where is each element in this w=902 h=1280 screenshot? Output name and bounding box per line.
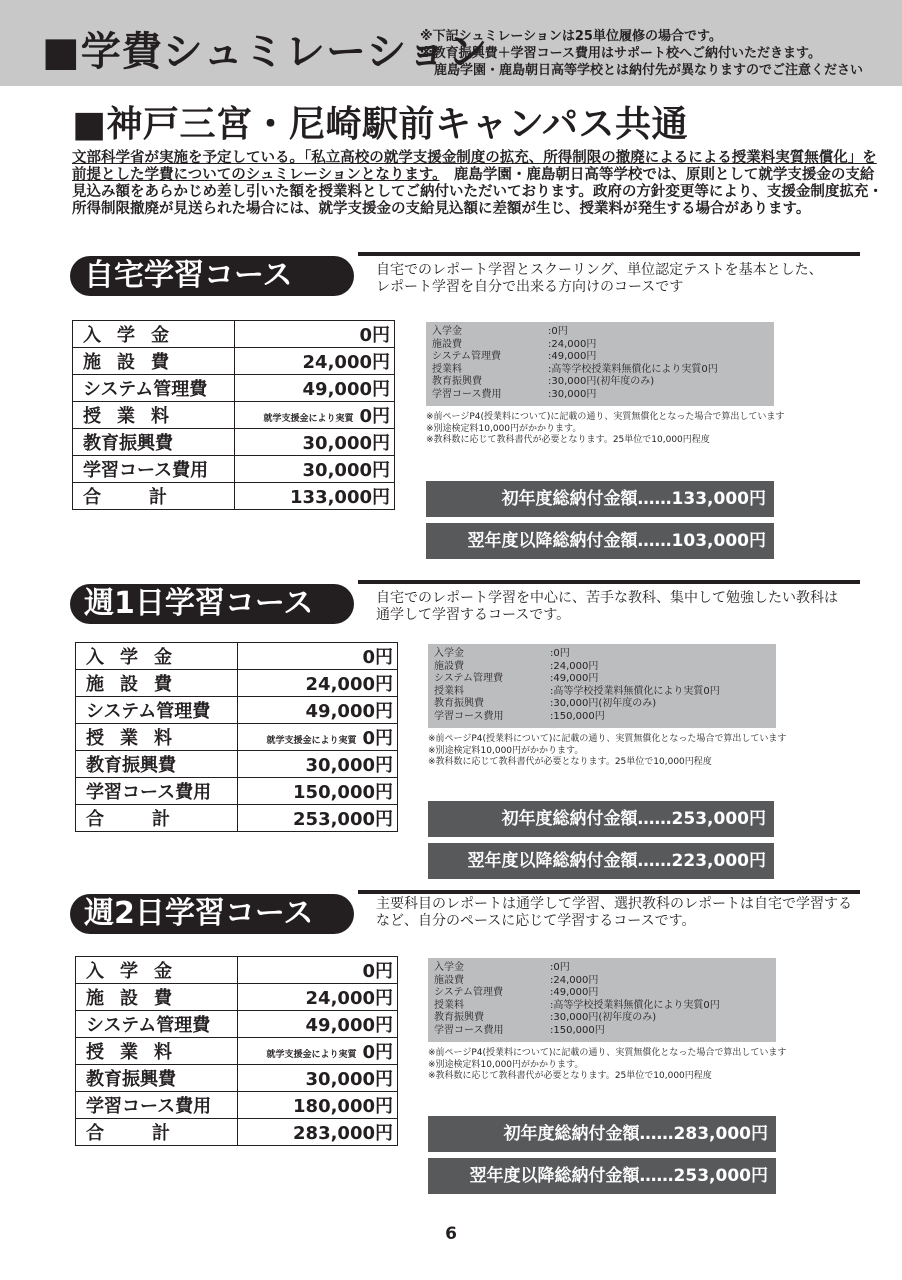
breakdown-value: :30,000円(初年度のみ) bbox=[550, 1012, 657, 1024]
breakdown-key: 入学金 bbox=[432, 326, 462, 337]
breakdown-key: 教育振興費 bbox=[434, 698, 484, 710]
breakdown-row bbox=[434, 711, 770, 724]
course-description bbox=[376, 262, 823, 296]
table-row bbox=[73, 402, 395, 429]
breakdown-value: :30,000円(初年度のみ) bbox=[548, 376, 655, 388]
breakdown-value: :49,000円 bbox=[550, 987, 599, 999]
breakdown-row bbox=[432, 339, 768, 352]
fee-notes bbox=[428, 734, 786, 769]
fee-note-line: ※別途検定料10,000円がかかります。 bbox=[426, 423, 582, 434]
fee-value: 0円 bbox=[362, 1042, 393, 1063]
breakdown-value: :150,000円 bbox=[550, 1024, 605, 1036]
breakdown-key: 授業料 bbox=[432, 363, 462, 375]
table-row bbox=[73, 375, 395, 402]
table-row bbox=[76, 1011, 398, 1038]
table-row bbox=[73, 429, 395, 456]
following-years-total: 翌年度以降総納付金額……103,000円 bbox=[426, 523, 774, 559]
breakdown-value: :0円 bbox=[548, 326, 568, 337]
fee-breakdown bbox=[428, 644, 776, 728]
fee-note-line: ※教科数に応じて教科書代が必要となります。25単位で10,000円程度 bbox=[428, 1071, 712, 1081]
breakdown-row bbox=[432, 351, 768, 364]
fee-value: 0円 bbox=[235, 321, 395, 348]
first-year-total: 初年度総納付金額……253,000円 bbox=[428, 801, 774, 837]
fee-label: 施設費 bbox=[76, 670, 238, 697]
table-row bbox=[76, 724, 398, 751]
fee-note-line: ※教科数に応じて教科書代が必要となります。25単位で10,000円程度 bbox=[428, 757, 712, 767]
fee-label: 授業料 bbox=[73, 402, 235, 429]
breakdown-row bbox=[432, 364, 768, 377]
fee-label: 合計 bbox=[76, 1119, 238, 1146]
campus-title: ■神戸三宮・尼崎駅前キャンパス共通 bbox=[72, 104, 688, 145]
following-years-total: 翌年度以降総納付金額……223,000円 bbox=[428, 843, 774, 879]
fee-note: 就学支援金により実質 bbox=[266, 735, 357, 746]
breakdown-key: システム管理費 bbox=[432, 351, 501, 363]
breakdown-key: 入学金 bbox=[434, 962, 464, 973]
breakdown-row bbox=[434, 673, 770, 686]
breakdown-row bbox=[434, 1012, 770, 1025]
fee-value: 49,000円 bbox=[238, 1011, 398, 1038]
course-title: 週2日学習コース bbox=[70, 894, 354, 934]
table-row bbox=[76, 984, 398, 1011]
fee-value: 24,000円 bbox=[238, 984, 398, 1011]
table-row bbox=[73, 456, 395, 483]
breakdown-key: 施設費 bbox=[434, 660, 464, 672]
fee-value: 133,000円 bbox=[235, 483, 395, 510]
fee-value: 283,000円 bbox=[238, 1119, 398, 1146]
table-row bbox=[73, 348, 395, 375]
table-row bbox=[76, 1038, 398, 1065]
fee-table bbox=[75, 956, 398, 1146]
fee-note-line: ※別途検定料10,000円がかかります。 bbox=[428, 1059, 584, 1070]
header-note: ※下記シュミレーションは25単位履修の場合です。 bbox=[420, 29, 722, 44]
course-description bbox=[376, 590, 838, 624]
fee-value: 24,000円 bbox=[238, 670, 398, 697]
breakdown-key: システム管理費 bbox=[434, 673, 503, 685]
section-rule bbox=[358, 252, 860, 256]
breakdown-key: 施設費 bbox=[432, 338, 462, 350]
table-row bbox=[76, 697, 398, 724]
breakdown-row bbox=[434, 661, 770, 674]
fee-label: 授業料 bbox=[76, 724, 238, 751]
fee-value: 49,000円 bbox=[235, 375, 395, 402]
breakdown-value: :49,000円 bbox=[548, 351, 597, 363]
table-row bbox=[76, 1065, 398, 1092]
fee-label: 入学金 bbox=[73, 321, 235, 348]
fee-breakdown bbox=[428, 958, 776, 1042]
fee-label: システム管理費 bbox=[76, 1011, 238, 1038]
breakdown-row bbox=[434, 1000, 770, 1013]
fee-label: 教育振興費 bbox=[76, 751, 238, 778]
section-rule bbox=[358, 890, 860, 894]
fee-note-line: ※教科数に応じて教科書代が必要となります。25単位で10,000円程度 bbox=[426, 435, 710, 445]
fee-label: 合計 bbox=[76, 805, 238, 832]
breakdown-key: システム管理費 bbox=[434, 987, 503, 999]
fee-label: 入学金 bbox=[76, 643, 238, 670]
section-rule bbox=[358, 580, 860, 584]
table-row bbox=[76, 957, 398, 984]
fee-value: 0円 bbox=[238, 643, 398, 670]
intro-paragraph bbox=[72, 150, 884, 218]
breakdown-key: 入学金 bbox=[434, 648, 464, 659]
following-years-total: 翌年度以降総納付金額……253,000円 bbox=[428, 1158, 776, 1194]
breakdown-key: 学習コース費用 bbox=[434, 1024, 504, 1036]
fee-value: 0円 bbox=[238, 957, 398, 984]
fee-label: 学習コース費用 bbox=[73, 456, 235, 483]
fee-value: 49,000円 bbox=[238, 697, 398, 724]
first-year-total: 初年度総納付金額……283,000円 bbox=[428, 1116, 776, 1152]
course-description-line: 自宅でのレポート学習とスクーリング、単位認定テストを基本とした、 bbox=[376, 262, 823, 278]
breakdown-row bbox=[434, 648, 770, 661]
breakdown-value: :30,000円 bbox=[548, 388, 597, 400]
intro-underlined: 文部科学省が実施を予定している。「私立高校の就学支援金制度の拡充、所得制限の撤廃によるによる授業料実質無償化」を前提とした学費についてのシュミレーションとなります。 bbox=[72, 150, 877, 183]
breakdown-value: :30,000円(初年度のみ) bbox=[550, 698, 657, 710]
header-notes bbox=[420, 28, 863, 79]
table-row bbox=[76, 1119, 398, 1146]
fee-breakdown bbox=[426, 322, 774, 406]
fee-note-line: ※前ページP4(授業料について)に記載の通り、実質無償化となった場合で算出しています bbox=[428, 734, 787, 744]
header-note: ※教育振興費＋学習コース費用はサポート校へご納付いただきます。 bbox=[420, 46, 821, 61]
breakdown-key: 教育振興費 bbox=[434, 1012, 484, 1024]
course-description-line: など、自分のペースに応じて学習するコースです。 bbox=[376, 913, 696, 929]
fee-value: 30,000円 bbox=[235, 456, 395, 483]
table-row bbox=[76, 805, 398, 832]
table-row bbox=[76, 751, 398, 778]
fee-table bbox=[72, 320, 395, 510]
breakdown-value: :24,000円 bbox=[550, 660, 599, 672]
fee-label: 入学金 bbox=[76, 957, 238, 984]
course-description-line: レポート学習を自分で出来る方向けのコースです bbox=[376, 279, 684, 295]
breakdown-key: 授業料 bbox=[434, 685, 464, 697]
course-description-line: 自宅でのレポート学習を中心に、苦手な教科、集中して勉強したい教科は bbox=[376, 590, 838, 606]
breakdown-value: :高等学校授業料無償化により実質0円 bbox=[550, 999, 720, 1011]
course-title: 自宅学習コース bbox=[70, 256, 354, 296]
first-year-total: 初年度総納付金額……133,000円 bbox=[426, 481, 774, 517]
table-row bbox=[76, 670, 398, 697]
fee-label: 学習コース費用 bbox=[76, 1092, 238, 1119]
header-band bbox=[0, 0, 902, 86]
breakdown-value: :0円 bbox=[550, 962, 570, 973]
fee-label: 教育振興費 bbox=[73, 429, 235, 456]
fee-value-cell bbox=[238, 724, 398, 751]
fee-value: 253,000円 bbox=[238, 805, 398, 832]
fee-value-cell bbox=[238, 1038, 398, 1065]
fee-label: 学習コース費用 bbox=[76, 778, 238, 805]
fee-table bbox=[75, 642, 398, 832]
breakdown-row bbox=[434, 975, 770, 988]
breakdown-row bbox=[434, 698, 770, 711]
breakdown-value: :150,000円 bbox=[550, 710, 605, 722]
fee-note-line: ※前ページP4(授業料について)に記載の通り、実質無償化となった場合で算出しています bbox=[428, 1048, 787, 1058]
fee-value: 0円 bbox=[359, 406, 390, 427]
fee-value: 180,000円 bbox=[238, 1092, 398, 1119]
fee-value: 24,000円 bbox=[235, 348, 395, 375]
breakdown-row bbox=[434, 962, 770, 975]
table-row bbox=[73, 483, 395, 510]
fee-value: 30,000円 bbox=[238, 751, 398, 778]
fee-label: 合計 bbox=[73, 483, 235, 510]
table-row bbox=[73, 321, 395, 348]
fee-value: 30,000円 bbox=[238, 1065, 398, 1092]
fee-label: 施設費 bbox=[73, 348, 235, 375]
breakdown-key: 施設費 bbox=[434, 974, 464, 986]
breakdown-key: 学習コース費用 bbox=[434, 710, 504, 722]
table-row bbox=[76, 643, 398, 670]
fee-note: 就学支援金により実質 bbox=[263, 413, 354, 424]
fee-value-cell bbox=[235, 402, 395, 429]
course-description-line: 通学して学習するコースです。 bbox=[376, 607, 571, 623]
table-row bbox=[76, 778, 398, 805]
breakdown-value: :24,000円 bbox=[550, 974, 599, 986]
breakdown-row bbox=[434, 686, 770, 699]
breakdown-row bbox=[432, 376, 768, 389]
fee-label: システム管理費 bbox=[73, 375, 235, 402]
fee-notes bbox=[428, 1048, 786, 1083]
breakdown-row bbox=[434, 1025, 770, 1038]
table-row bbox=[76, 1092, 398, 1119]
course-description bbox=[376, 896, 852, 930]
breakdown-value: :24,000円 bbox=[548, 338, 597, 350]
fee-label: システム管理費 bbox=[76, 697, 238, 724]
header-note: 鹿島学園・鹿島朝日高等学校とは納付先が異なりますのでご注意ください bbox=[434, 63, 864, 78]
breakdown-value: :高等学校授業料無償化により実質0円 bbox=[550, 685, 720, 697]
fee-value: 30,000円 bbox=[235, 429, 395, 456]
breakdown-row bbox=[432, 326, 768, 339]
fee-value: 0円 bbox=[362, 728, 393, 749]
fee-label: 授業料 bbox=[76, 1038, 238, 1065]
breakdown-key: 授業料 bbox=[434, 999, 464, 1011]
fee-label: 施設費 bbox=[76, 984, 238, 1011]
course-description-line: 主要科目のレポートは通学して学習、選択教科のレポートは自宅で学習する bbox=[376, 896, 852, 912]
fee-label: 教育振興費 bbox=[76, 1065, 238, 1092]
fee-value: 150,000円 bbox=[238, 778, 398, 805]
fee-note: 就学支援金により実質 bbox=[266, 1049, 357, 1060]
breakdown-key: 教育振興費 bbox=[432, 376, 482, 388]
fee-note-line: ※別途検定料10,000円がかかります。 bbox=[428, 745, 584, 756]
breakdown-value: :0円 bbox=[550, 648, 570, 659]
intro-rest: 鹿島学園・鹿島朝日高等学校では、原則として就学支援金の支給見込み額をあらかじめ差し引いた額を授業料としてご納付いただいております。政府の方針変更等により、支援金制度拡充・所得制限撤廃が見送られた場合には、就学支援金の支給見込額に差額が生じ、授業料が発生する場合があります。 bbox=[72, 167, 883, 217]
page-title: ■学費シュミレーション bbox=[42, 29, 489, 75]
breakdown-row bbox=[434, 987, 770, 1000]
fee-notes bbox=[426, 412, 784, 447]
breakdown-value: :高等学校授業料無償化により実質0円 bbox=[548, 363, 718, 375]
fee-note-line: ※前ページP4(授業料について)に記載の通り、実質無償化となった場合で算出しています bbox=[426, 412, 785, 422]
course-title: 週1日学習コース bbox=[70, 584, 354, 624]
page-number: 6 bbox=[445, 1224, 457, 1244]
breakdown-key: 学習コース費用 bbox=[432, 388, 502, 400]
breakdown-value: :49,000円 bbox=[550, 673, 599, 685]
breakdown-row bbox=[432, 389, 768, 402]
